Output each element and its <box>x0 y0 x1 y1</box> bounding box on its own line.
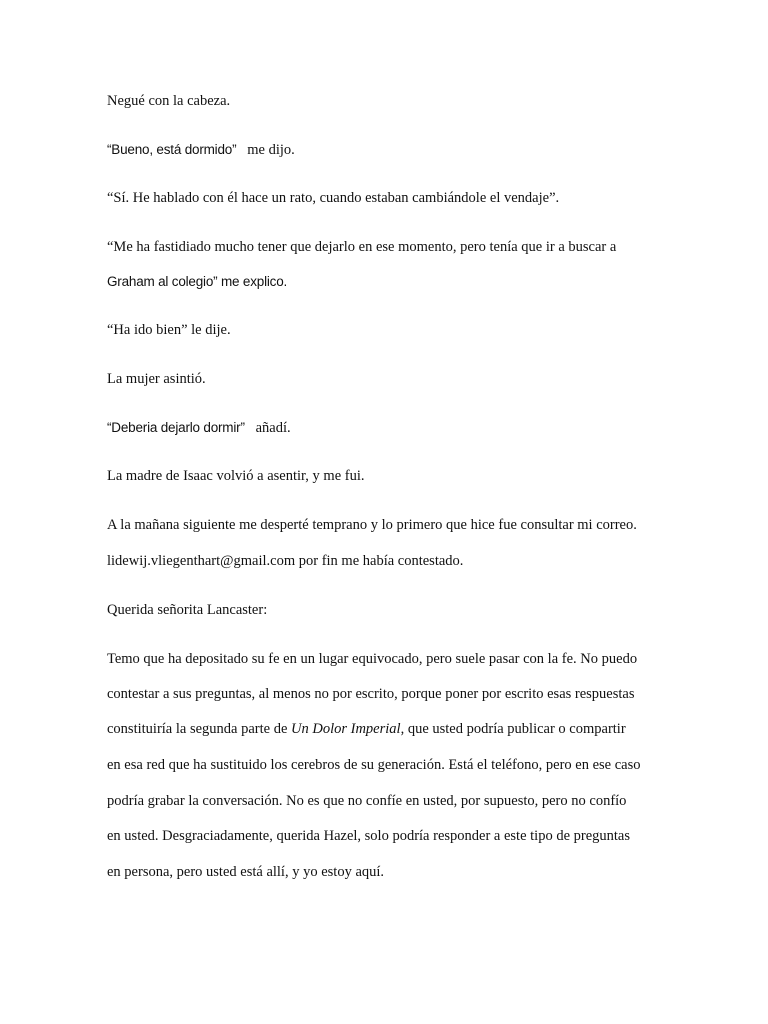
paragraph-text: Negué con la cabeza. <box>107 93 231 109</box>
paragraph-text: La mujer asintió. <box>107 371 206 387</box>
paragraph-text: La madre de Isaac volvió a asentir, y me fui. <box>107 468 365 484</box>
paragraph-text: “Sí. He hablado con él hace un rato, cuando estaban cambiándole el vendaje”. <box>107 190 560 206</box>
paragraph-9-line-1 <box>107 516 637 534</box>
paragraph-11-line-5 <box>107 792 626 810</box>
paragraph-7 <box>107 419 291 437</box>
paragraph-1 <box>107 92 230 110</box>
paragraph-text: A la mañana siguiente me desperté temprano y lo primero que hice fue consultar mi correo. <box>107 517 637 533</box>
paragraph-11-line-1 <box>107 650 637 668</box>
dialogue-quote: “Deberia dejarlo dormir” <box>107 420 245 435</box>
paragraph-text: “Ha ido bien” le dije. <box>107 322 231 338</box>
paragraph-6 <box>107 370 206 388</box>
paragraph-text: podría grabar la conversación. No es que no confíe en usted, por supuesto, pero no confío <box>107 793 627 809</box>
paragraph-5 <box>107 321 231 339</box>
book-title: Un Dolor Imperial <box>291 721 401 737</box>
paragraph-2 <box>107 141 295 159</box>
paragraph-text: en usted. Desgraciadamente, querida Hazel, solo podría responder a este tipo de preguntas <box>107 828 631 844</box>
paragraph-text: , que usted podría publicar o compartir <box>400 721 626 737</box>
paragraph-text: en esa red que ha sustituido los cerebros de su generación. Está el teléfono, pero en ese caso <box>107 757 641 773</box>
paragraph-9-line-2 <box>107 552 463 570</box>
paragraph-11-line-6 <box>107 827 630 845</box>
paragraph-11-line-7 <box>107 863 384 881</box>
paragraph-4-line-2 <box>107 273 287 291</box>
paragraph-text: “Me ha fastidiado mucho tener que dejarlo en ese momento, pero tenía que ir a buscar a <box>107 239 617 255</box>
paragraph-text: constituiría la segunda parte de <box>107 721 292 737</box>
paragraph-4-line-1 <box>107 238 616 256</box>
paragraph-text: Temo que ha depositado su fe en un lugar equivocado, pero suele pasar con la fe. No puedo <box>107 651 638 667</box>
paragraph-8 <box>107 467 365 485</box>
paragraph-11-line-3 <box>107 720 626 738</box>
paragraph-text: contestar a sus preguntas, al menos no por escrito, porque poner por escrito esas respuestas <box>107 686 635 702</box>
paragraph-11-line-4 <box>107 756 640 774</box>
paragraph-11-line-2 <box>107 685 635 703</box>
paragraph-text: Graham al colegio” me explico. <box>107 274 288 289</box>
paragraph-text: Querida señorita Lancaster: <box>107 602 268 618</box>
paragraph-text: en persona, pero usted está allí, y yo estoy aquí. <box>107 864 385 880</box>
paragraph-3 <box>107 189 559 207</box>
paragraph-text: añadí. <box>255 420 291 436</box>
letter-salutation <box>107 601 267 619</box>
paragraph-text: lidewij.vliegenthart@gmail.com por fin me había contestado. <box>107 553 464 569</box>
paragraph-text: me dijo. <box>247 142 295 158</box>
dialogue-quote: “Bueno, está dormido” <box>107 142 237 157</box>
